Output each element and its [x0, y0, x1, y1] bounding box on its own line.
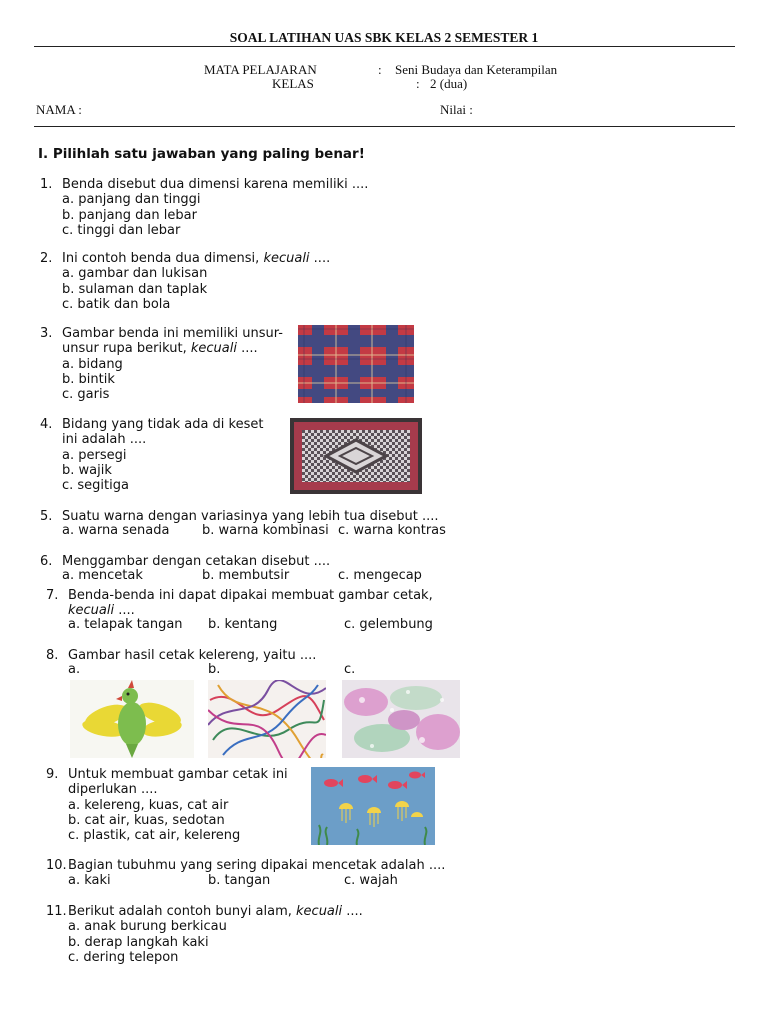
- nama-label: NAMA :: [36, 102, 82, 117]
- option-c: c. segitiga: [62, 478, 129, 494]
- question-number: 10.: [46, 858, 67, 873]
- question-4: [40, 417, 264, 493]
- header-rule-top: [34, 46, 735, 47]
- option-c: c. mengecap: [338, 568, 422, 583]
- option-a: a. mencetak: [62, 568, 143, 583]
- question-text: Bagian tubuhmu yang sering dipakai mencetak adalah ....: [68, 858, 446, 873]
- question-number: 3.: [40, 326, 53, 341]
- question-11: [46, 904, 363, 965]
- question-tail: ....: [114, 603, 135, 619]
- question-tail: ....: [236, 341, 258, 357]
- mapel-value: Seni Budaya dan Keterampilan: [395, 62, 558, 77]
- kelas-label: KELAS: [272, 76, 314, 91]
- section-instruction: Pilihlah satu jawaban yang paling benar!: [52, 146, 365, 162]
- question-text-line2: unsur rupa berikut,: [62, 341, 191, 357]
- question-text-line2: ini adalah ....: [62, 432, 147, 448]
- question-text: Menggambar dengan cetakan disebut ....: [62, 554, 331, 569]
- question-7: [46, 588, 433, 619]
- question-number: 9.: [46, 767, 59, 782]
- option-a: a. bidang: [62, 356, 123, 372]
- question-tail: ....: [342, 904, 363, 919]
- question-number: 6.: [40, 554, 53, 569]
- option-a: a. gambar dan lukisan: [62, 266, 208, 282]
- option-c: c. batik dan bola: [62, 296, 171, 312]
- page-title: SOAL LATIHAN UAS SBK KELAS 2 SEMESTER 1: [229, 30, 539, 45]
- plaid-fabric-image: [298, 325, 414, 403]
- question-text: Suatu warna dengan variasinya yang lebih tua disebut ....: [62, 509, 439, 524]
- option-c: c. dering telepon: [68, 949, 179, 965]
- option-c: c. wajah: [344, 873, 398, 888]
- nilai-label: Nilai :: [440, 102, 473, 117]
- mapel-label: MATA PELAJARAN: [204, 62, 317, 77]
- sponge-print-image: [342, 680, 460, 758]
- question-number: 11.: [46, 904, 67, 919]
- option-a: a. kelereng, kuas, cat air: [68, 797, 229, 813]
- woven-doormat-image: [290, 418, 422, 494]
- question-emphasis: kecuali: [190, 341, 237, 357]
- section-heading: [38, 146, 365, 162]
- bird-handprint-image: [70, 680, 194, 758]
- option-a: a. telapak tangan: [68, 617, 183, 632]
- question-1: [40, 177, 368, 238]
- question-number: 7.: [46, 588, 59, 603]
- question-emphasis: kecuali: [263, 251, 310, 266]
- question-9: [46, 767, 288, 843]
- option-a: a.: [68, 662, 81, 677]
- option-a: a. warna senada: [62, 523, 170, 538]
- question-text: Ini contoh benda dua dimensi,: [62, 251, 264, 266]
- question-number: 8.: [46, 648, 59, 663]
- question-3: [40, 326, 283, 402]
- question-emphasis: kecuali: [296, 904, 343, 919]
- header-rule-bottom: [34, 126, 735, 127]
- option-c: c. gelembung: [344, 617, 433, 632]
- option-a: a. persegi: [62, 447, 127, 463]
- question-text: Berikut adalah contoh bunyi alam,: [68, 904, 297, 919]
- question-text: Gambar hasil cetak kelereng, yaitu ....: [68, 648, 317, 663]
- option-b: b. wajik: [62, 462, 112, 478]
- option-c: c. tinggi dan lebar: [62, 222, 181, 238]
- option-c: c. garis: [62, 387, 110, 403]
- option-b: b. tangan: [208, 873, 271, 888]
- question-text: Untuk membuat gambar cetak ini: [68, 767, 288, 782]
- question-2: [40, 251, 330, 312]
- question-8: [46, 648, 316, 663]
- option-a: a. kaki: [68, 873, 111, 888]
- option-b: b. membutsir: [202, 568, 290, 583]
- question-text: Gambar benda ini memiliki unsur-: [62, 326, 283, 341]
- question-number: 2.: [40, 251, 53, 266]
- question-number: 5.: [40, 509, 53, 524]
- question-5: [40, 509, 439, 524]
- kelas-value: 2 (dua): [430, 76, 468, 91]
- option-b: b.: [208, 662, 221, 677]
- option-c: c. plastik, cat air, kelereng: [68, 828, 241, 844]
- mapel-separator: :: [378, 62, 382, 77]
- question-text: Benda disebut dua dimensi karena memiliki ....: [62, 177, 369, 192]
- question-6: [40, 554, 330, 569]
- option-c: c.: [344, 662, 356, 677]
- option-b: b. kentang: [208, 617, 278, 632]
- option-a: a. panjang dan tinggi: [62, 192, 201, 208]
- question-number: 1.: [40, 177, 53, 192]
- option-a: a. anak burung berkicau: [68, 919, 227, 935]
- question-text: Benda-benda ini dapat dipakai membuat gambar cetak,: [68, 588, 433, 603]
- question-number: 4.: [40, 417, 53, 432]
- kelas-separator: :: [416, 76, 420, 91]
- section-number: I.: [38, 146, 49, 162]
- question-emphasis: kecuali: [68, 603, 115, 619]
- option-b: b. bintik: [62, 371, 115, 387]
- marble-print-image: [208, 680, 326, 758]
- option-b: b. cat air, kuas, sedotan: [68, 812, 225, 828]
- question-text-line2: diperlukan ....: [68, 782, 158, 798]
- option-b: b. panjang dan lebar: [62, 207, 197, 223]
- option-c: c. warna kontras: [338, 523, 446, 538]
- question-text: Bidang yang tidak ada di keset: [62, 417, 264, 432]
- option-b: b. warna kombinasi: [202, 523, 329, 538]
- question-tail: ....: [309, 251, 331, 266]
- option-b: b. derap langkah kaki: [68, 934, 209, 950]
- option-b: b. sulaman dan taplak: [62, 281, 208, 297]
- fish-jellyfish-print-image: [311, 767, 435, 845]
- question-10: [46, 858, 445, 873]
